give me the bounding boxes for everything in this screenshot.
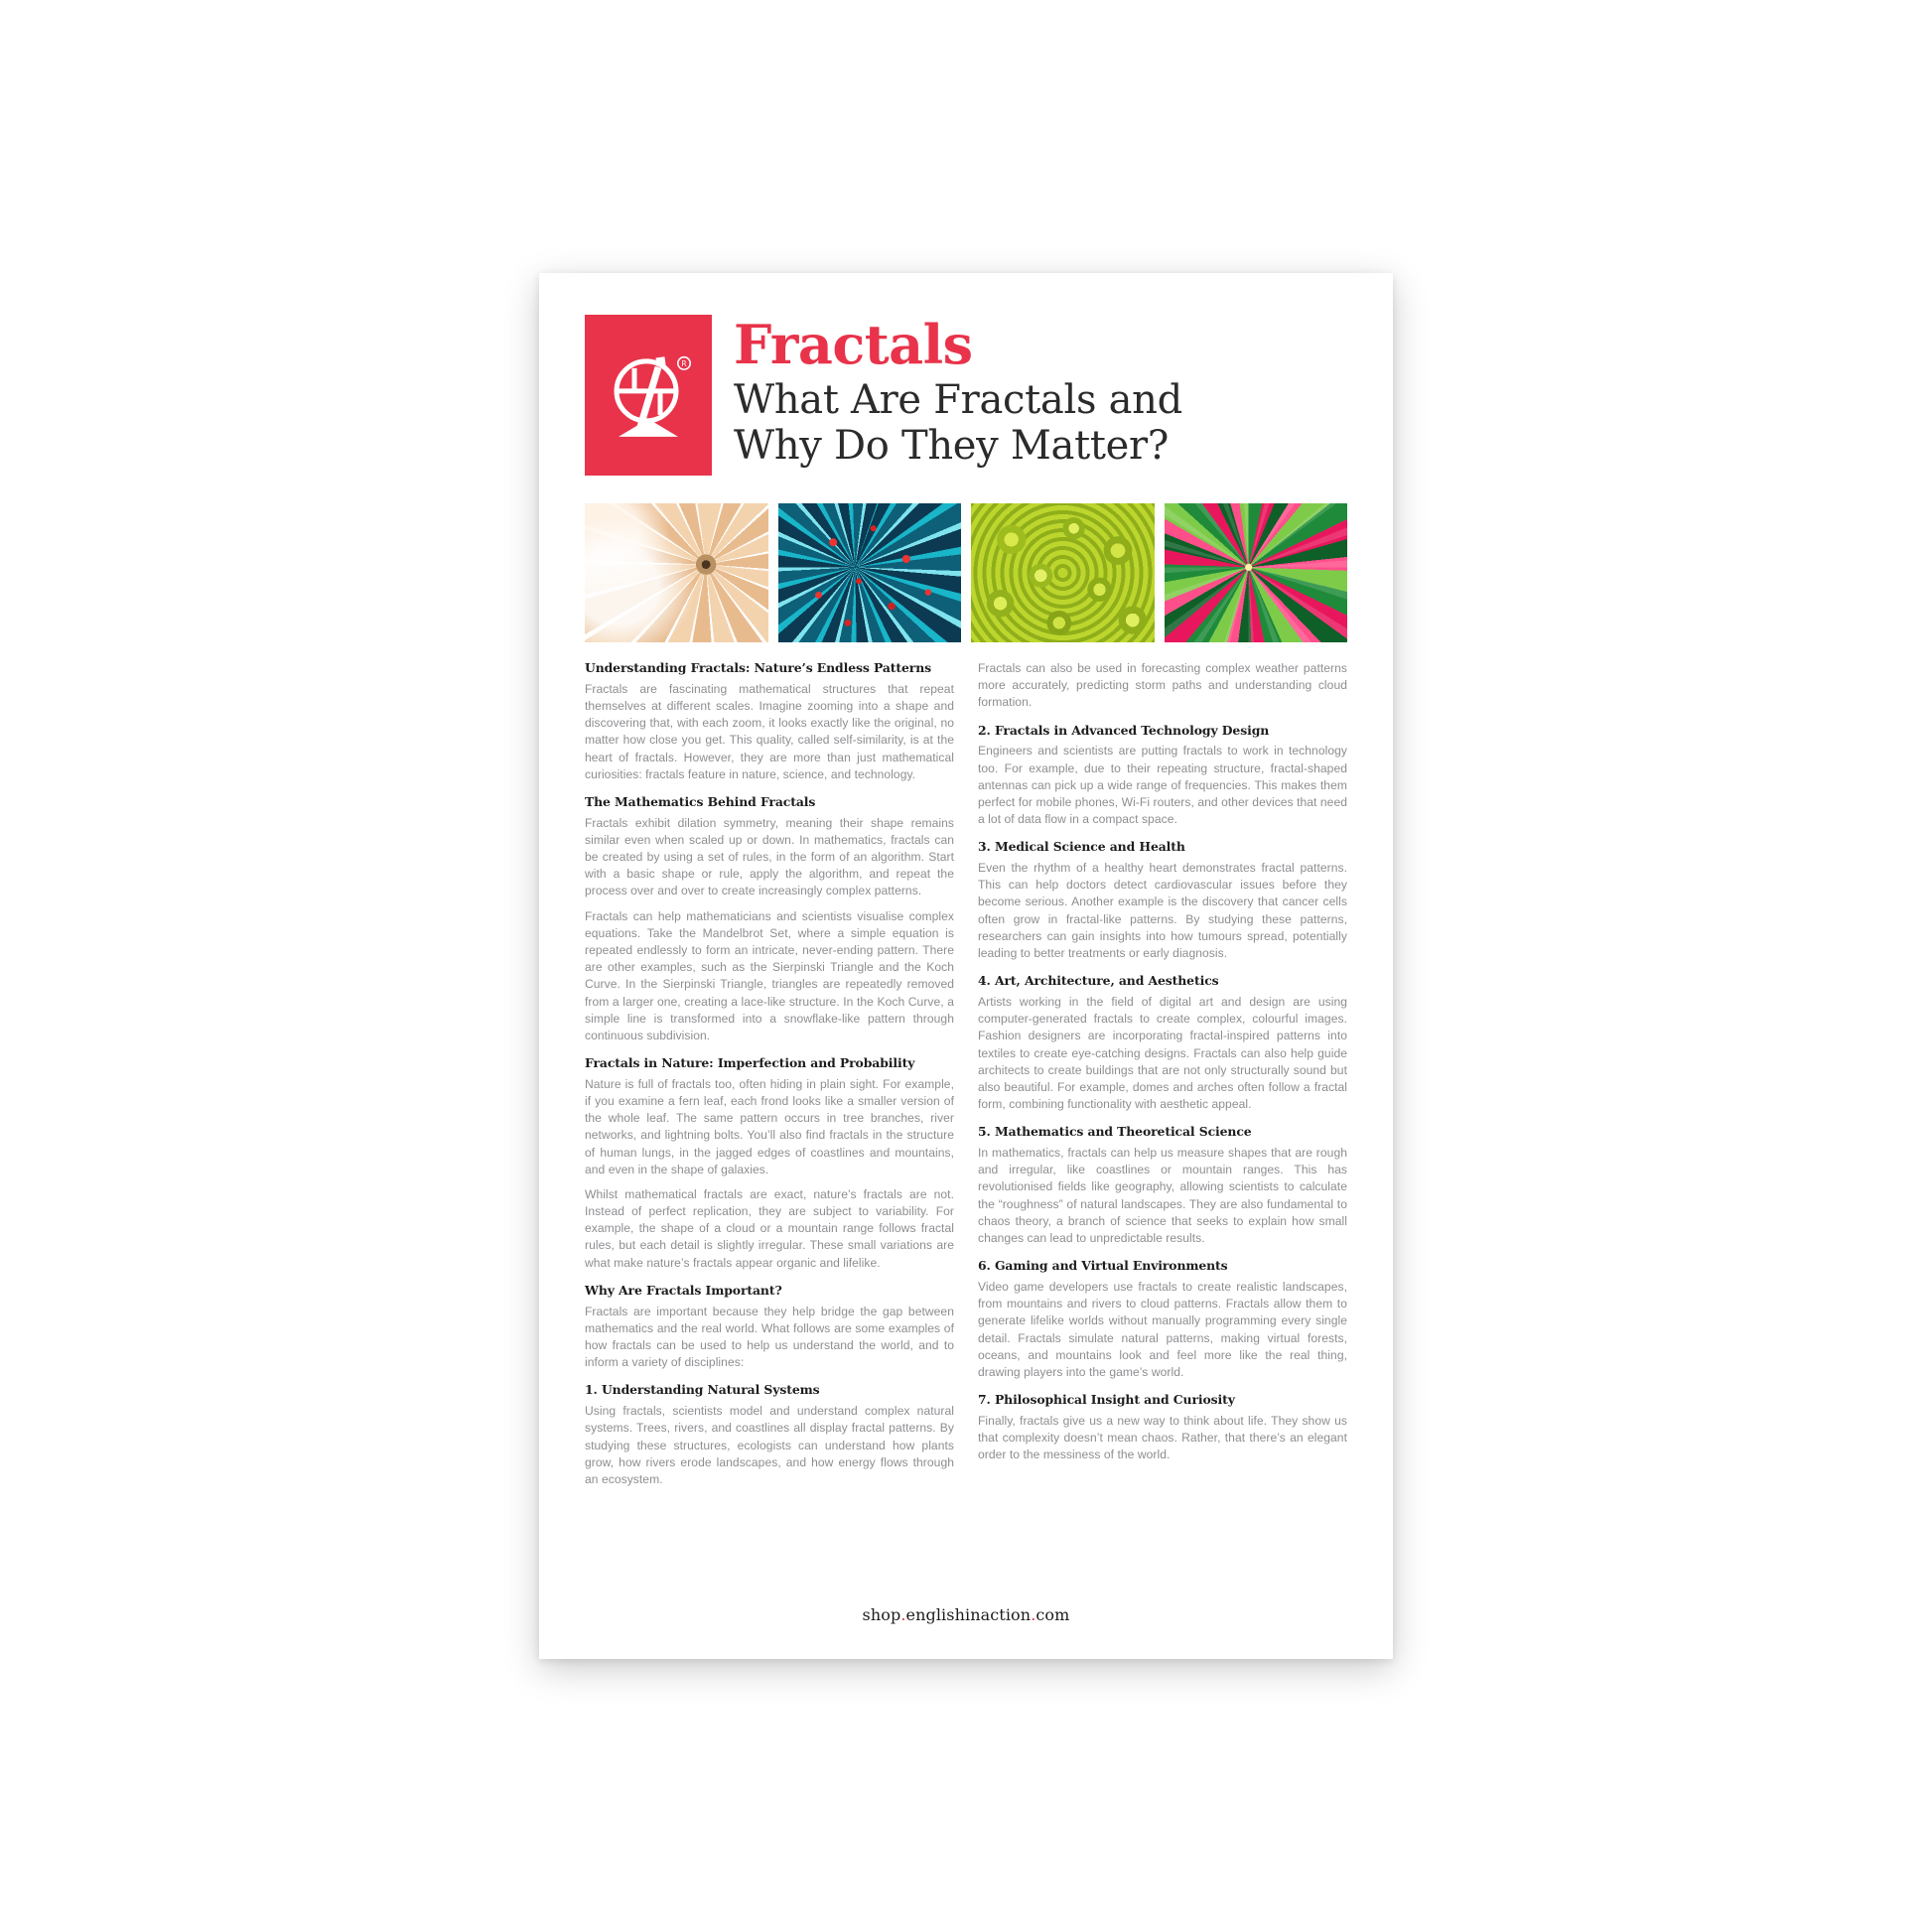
section-heading: Fractals in Nature: Imperfection and Probability [585,1055,915,1071]
section-heading: Understanding Fractals: Nature’s Endless Patterns [585,660,932,675]
section-heading: Why Are Fractals Important? [585,1282,782,1298]
section-heading: 2. Fractals in Advanced Technology Design [978,722,1270,738]
section-heading: 6. Gaming and Virtual Environments [978,1258,1228,1274]
image-romanesco-broccoli [971,503,1155,642]
document-footer [539,1605,1393,1625]
body-paragraph: Video game developers use fractals to create realistic landscapes, from mountains and rivers to cloud patterns. Fractals allow them to generate lifelike worlds without manually programming every single detail. Fractals simulate natural patterns, making virtual forests, oceans, and mountains look and feel more like the real thing, drawing players into the game’s world. [978,1280,1347,1379]
shop-url-dot-2: . [1031,1605,1036,1624]
body-paragraph: Even the rhythm of a healthy heart demonstrates fractal patterns. This can help doctors detect cardiovascular issues before they become serious. Another example is the discovery that cancer cells often grow in fractal-like patterns. By studying these patterns, researchers can gain insights into how tumours spread, potentially leading to better treatments or early diagnosis. [978,861,1347,960]
body-paragraph: Using fractals, scientists model and understand complex natural systems. Trees, rivers, and coastlines all display fractal patterns. By studying these structures, ecologists can understand how plants grow, how rivers erode landscapes, and how energy flows through an ecosystem. [585,1404,954,1486]
body-paragraph: Finally, fractals give us a new way to think about life. They show us that complexity doesn’t mean chaos. Rather, that there’s an elegant order to the messiness of the world. [978,1413,1347,1462]
body-paragraph: Fractals can help mathematicians and scientists visualise complex equations. Take the Mandelbrot Set, where a simple equation is repeated endlessly to form an intricate, never-ending pattern. There are other examples, such as the Sierpinski Triangle and the Koch Curve. In the Sierpinski Triangle, triangles are repeatedly removed from a larger one, creating a lace-like structure. In the Koch Curve, a simple line is transformed into a snowflake-like pattern through continuous subdivision. [585,908,954,1042]
section-heading: 3. Medical Science and Health [978,839,1185,855]
document-subtitle-line-1: What Are Fractals and [734,376,1182,423]
body-paragraph: In mathematics, fractals can help us measure shapes that are rough and irregular, like coastlines or mountain ranges. This has revolutionised fields like geography, allowing scientists to calculate the “roughness” of natural landscapes. They are also fundamental to chaos theory, a branch of science that seeks to explain how small changes can lead to unpredictable results. [978,1146,1347,1245]
section-heading: The Mathematics Behind Fractals [585,793,816,809]
shop-url[interactable] [863,1605,1070,1624]
body-paragraph: Artists working in the field of digital art and design are using computer-generated fractals to create complex, colourful images. Fashion designers are incorporating fractal-inspired patterns into textiles to create eye-catching designs. Fractals can also help guide architects to create buildings that are not only structurally sound but also beautiful. For example, domes and arches often follow a fractal form, combining functionality with aesthetic appeal. [978,995,1347,1112]
eia-logo-badge [585,315,712,476]
document-sheet [539,273,1393,1659]
body-paragraph: Nature is full of fractals too, often hiding in plain sight. For example, if you examine a fern leaf, each frond looks like a smaller version of the whole leaf. The same pattern occurs in tree branches, river networks, and lightning bolts. You’ll also find fractals in the structure of human lungs, in the jagged edges of coastlines and mountains, and even in the shape of galaxies. [585,1076,954,1176]
article-column-right [978,660,1347,1488]
document-header [585,315,1347,489]
shop-url-part-2: englishinaction [905,1605,1032,1624]
shop-url-dot-1: . [900,1605,906,1624]
body-paragraph: Whilst mathematical fractals are exact, nature’s fractals are not. Instead of perfect replication, they are subject to variability. For example, the shape of a cloud or a mountain range follows fractal rules, but each detail is slightly irregular. These small variations are what make nature’s fractals appear organic and lifelike. [585,1186,954,1270]
hero-image-strip [585,503,1347,642]
document-subtitle [734,377,1347,470]
section-heading: 4. Art, Architecture, and Aesthetics [978,973,1219,989]
image-mandelbrot-fractal [778,503,962,642]
section-heading: 5. Mathematics and Theoretical Science [978,1124,1252,1140]
image-fractal-spiral [1165,503,1348,642]
body-paragraph: Fractals are fascinating mathematical structures that repeat themselves at different scales. Imagine zooming into a shape and discovering that, with each zoom, it looks exactly like the original, no matter how close you get. This quality, called self-similarity, is at the heart of fractals. However, they are more than just mathematical curiosities: fractals feature in nature, science, and technology. [585,681,954,781]
document-title: Fractals [734,313,973,376]
body-paragraph: Fractals are important because they help bridge the gap between mathematics and the real world. What follows are some examples of how fractals can be used to help us understand the world, and to inform a variety of disciplines: [585,1304,954,1370]
section-heading: 7. Philosophical Insight and Curiosity [978,1392,1235,1408]
body-paragraph: Engineers and scientists are putting fractals to work in technology too. For example, due to their repeating structure, fractal-shaped antennas can pick up a wide range of frequencies. This makes them perfect for mobile phones, Wi-Fi routers, and other devices that need a lot of data flow in a compact space. [978,744,1347,827]
article-body [585,660,1347,1488]
section-heading: 1. Understanding Natural Systems [585,1382,820,1398]
article-column-left [585,660,954,1488]
image-nautilus-shell [585,503,768,642]
eia-globe-logo-icon [605,349,692,445]
svg-text:R: R [681,359,687,369]
title-block [734,315,1347,470]
shop-url-part-1: shop [862,1605,901,1624]
shop-url-part-3: com [1035,1605,1070,1624]
body-paragraph: Fractals exhibit dilation symmetry, meaning their shape remains similar even when scaled up or down. In mathematics, fractals can be created by using a set of rules, in the form of an algorithm. Start with a basic shape or rule, apply the algorithm, and repeat the process over and over to create increasingly complex patterns. [585,815,954,898]
document-subtitle-line-2: Why Do They Matter? [734,423,1169,470]
body-paragraph: Fractals can also be used in forecasting complex weather patterns more accurately, predicting storm paths and understanding cloud formation. [978,661,1347,710]
